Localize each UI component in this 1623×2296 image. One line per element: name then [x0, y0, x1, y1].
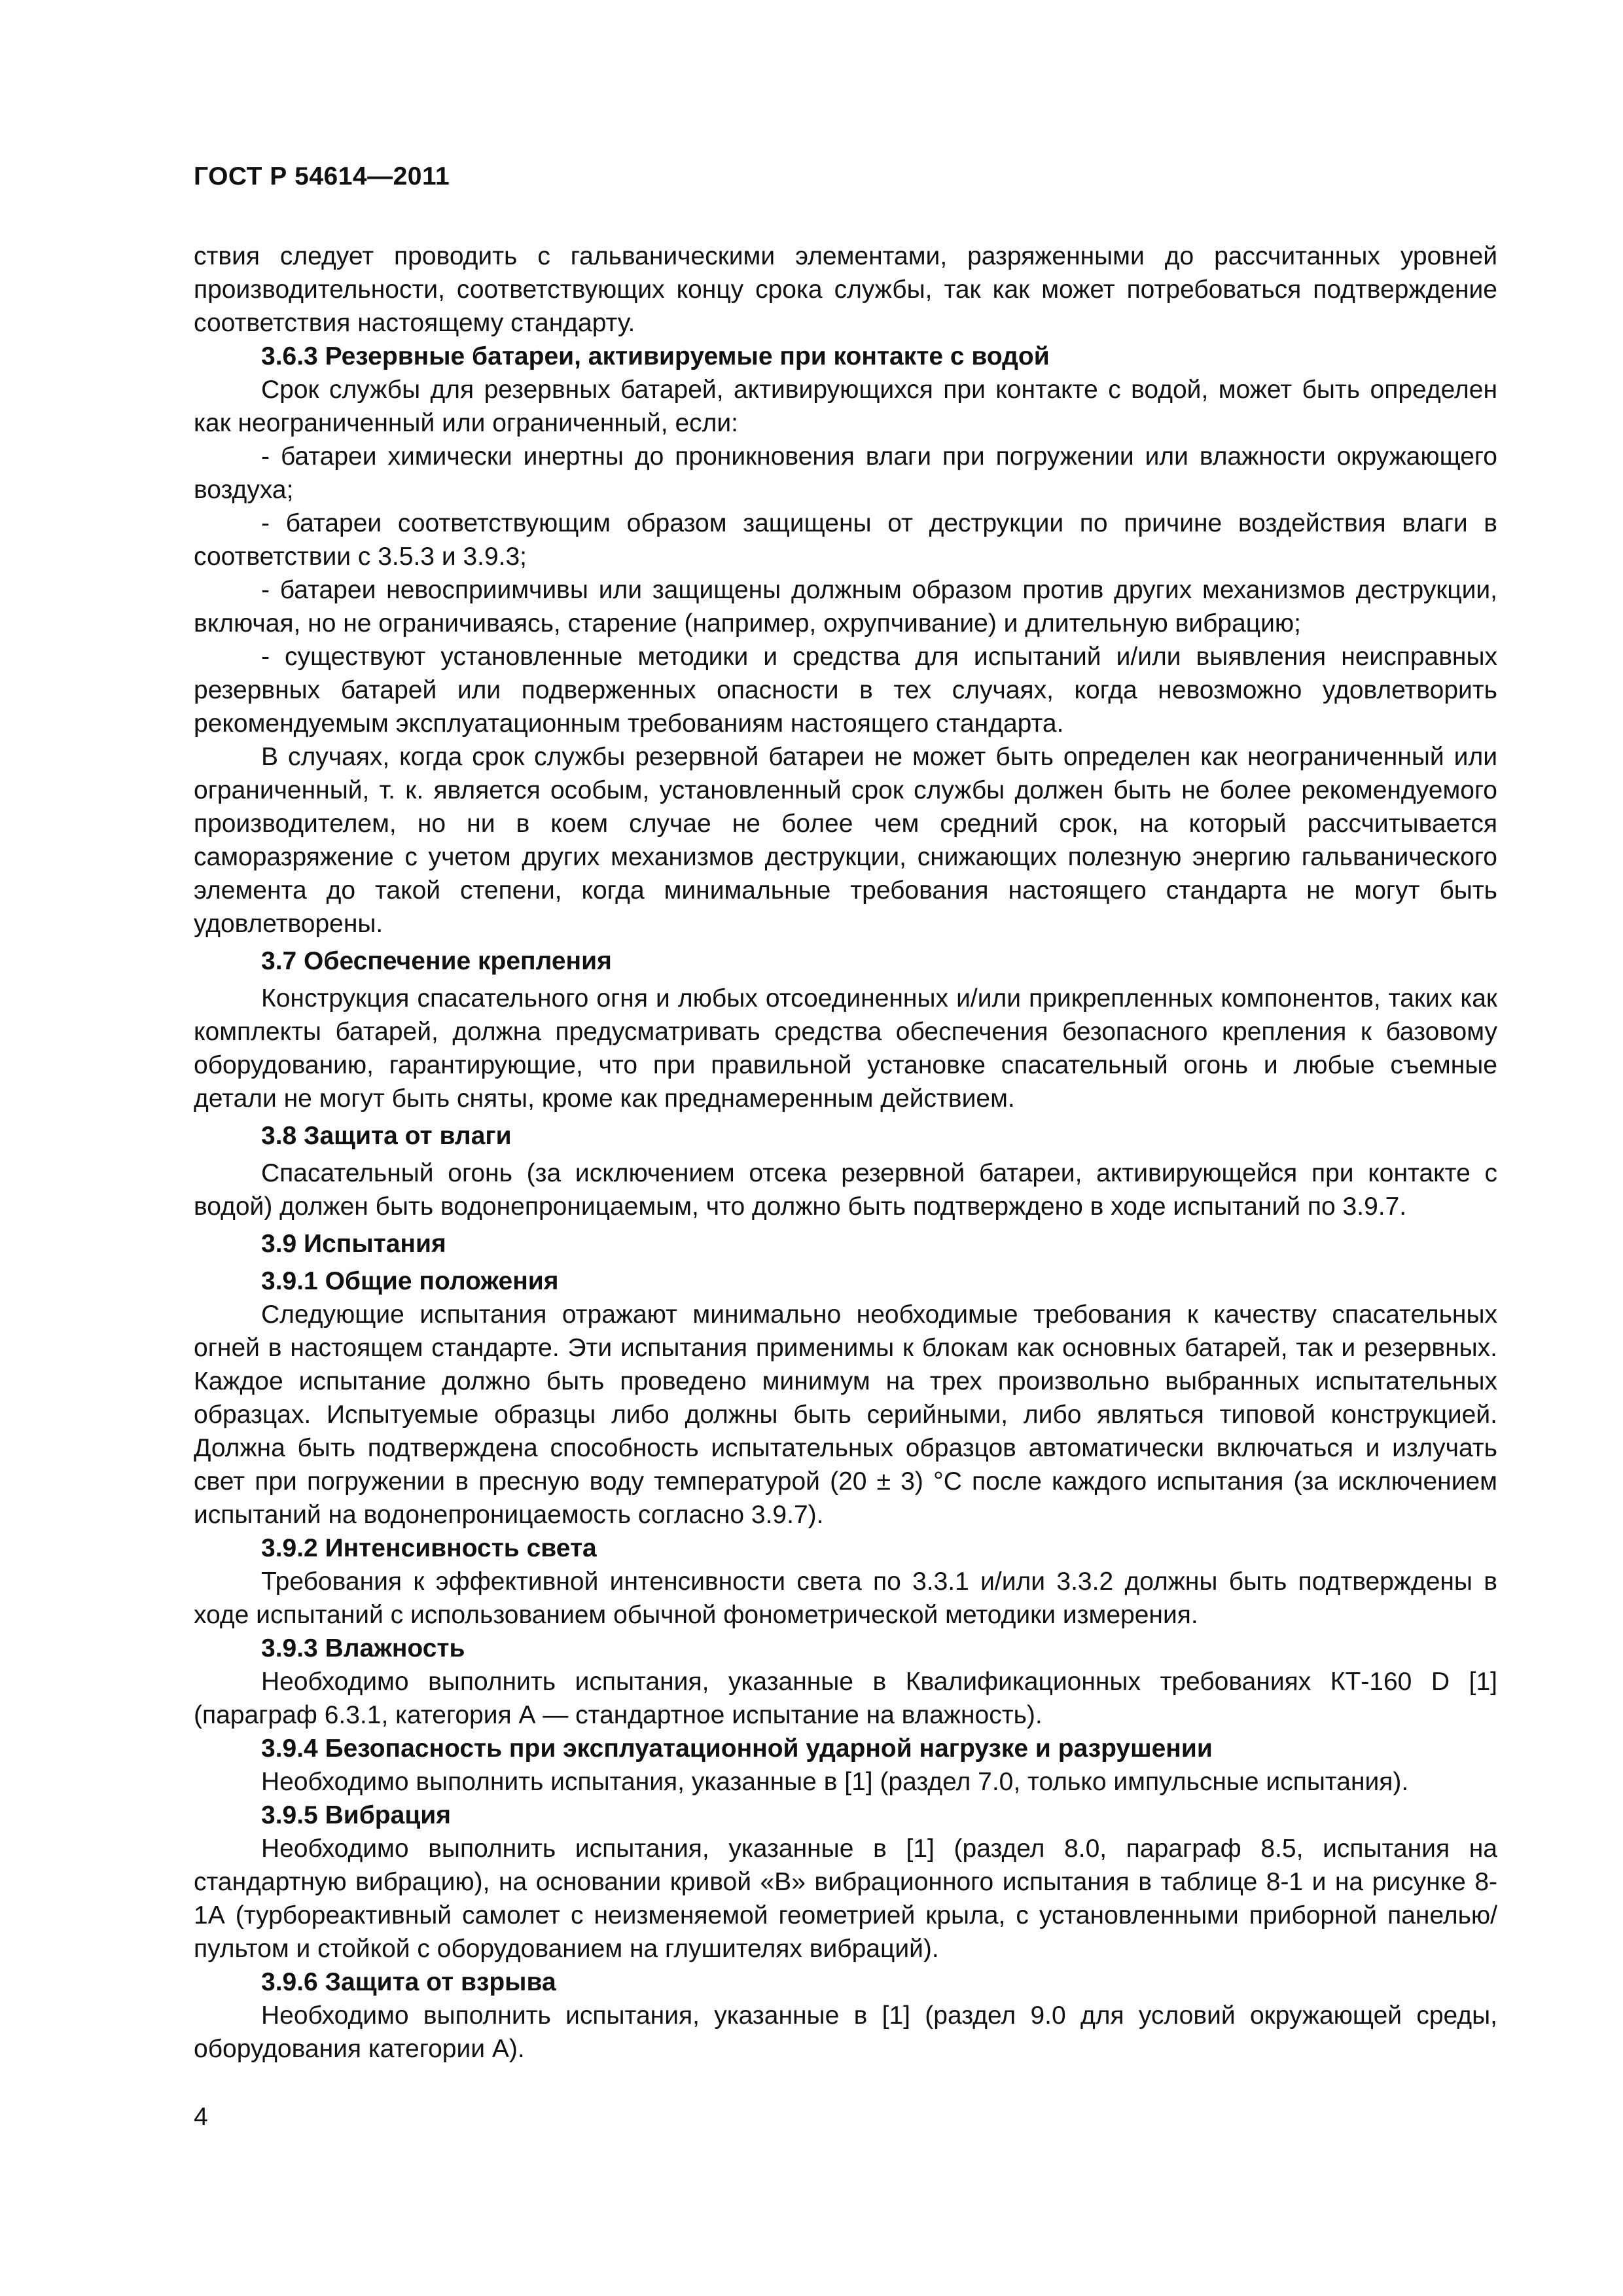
paragraph-3-8: Спасательный огонь (за исключением отсека резервной батареи, активирующейся при контакте с водой) должен быть водонепроницаемым, что должно быть подтверждено в ходе испытаний по 3.9.7. [194, 1159, 1497, 1221]
document-header: ГОСТ Р 54614—2011 [194, 162, 450, 190]
paragraph-3-6-3-f: В случаях, когда срок службы резервной батареи не может быть определен как неограниченный или ограниченный, т. к. является особым, установленный срок службы должен быть не более рекомендуемого производителем, но ни в коем случае не более чем средний срок, на который рассчитывается саморазряжение с учетом других механизмов деструкции, снижающих полезную энергию гальванического элемента до такой степени, когда минимальные требования настоящего стандарта не могут быть удовлетворены. [194, 743, 1497, 938]
heading-3-9-6: 3.9.6 Защита от взрыва [261, 1968, 556, 1996]
heading-3-7: 3.7 Обеспечение крепления [261, 947, 612, 975]
paragraph-3-6-3-d: - батареи невосприимчивы или защищены должным образом против других механизмов деструкции, включая, но не ограничиваясь, старение (например, охрупчивание) и длительную вибрацию; [194, 576, 1497, 637]
paragraph-3-6-3-c: - батареи соответствующим образом защищены от деструкции по причине воздействия влаги в соответствии с 3.5.3 и 3.9.3; [194, 509, 1497, 571]
heading-3-9-1: 3.9.1 Общие положения [261, 1267, 559, 1295]
document-body [194, 240, 1497, 2066]
heading-3-9-5: 3.9.5 Вибрация [261, 1801, 452, 1829]
paragraph-3-6-3-a: Срок службы для резервных батарей, активирующихся при контакте с водой, может быть определен как неограниченный или ограниченный, если: [194, 376, 1497, 437]
paragraph-3-6-3-b: - батареи химически инертны до проникновения влаги при погружении или влажности окружающего воздуха; [194, 442, 1497, 504]
paragraph-3-9-3: Необходимо выполнить испытания, указанные в Квалификационных требованиях КТ-160 D [1] (параграф 6.3.1, категория А — стандартное испытание на влажность). [194, 1668, 1497, 1729]
paragraph-3-9-1: Следующие испытания отражают минимально необходимые требования к качеству спасательных огней в настоящем стандарте. Эти испытания применимы к блокам как основных батарей, так и резервных. Каждое испытание должно быть проведено минимум на трех произвольно выбранных испытательных образцах. Испытуемые образцы либо должны быть серийными, либо являться типовой конструкцией. Должна быть подтверждена способность испытательных образцов автоматически включаться и излучать свет при погружении в пресную воду температурой (20 ± 3) °С после каждого испытания (за исключением испытаний на водонепроницаемость согласно 3.9.7). [194, 1300, 1497, 1529]
paragraph-intro: ствия следует проводить с гальваническими элементами, разряженными до рассчитанных уровней производительности, соответствующих концу срока службы, так как может потребоваться подтверждение соответствия настоящему стандарту. [194, 242, 1497, 337]
paragraph-3-7: Конструкция спасательного огня и любых отсоединенных и/или прикрепленных компонентов, таких как комплекты батарей, должна предусматривать средства обеспечения безопасного крепления к базовому оборудованию, гарантирующие, что при правильной установке спасательный огонь и любые съемные детали не могут быть сняты, кроме как преднамеренным действием. [194, 984, 1497, 1113]
heading-3-9-4: 3.9.4 Безопасность при эксплуатационной ударной нагрузке и разрушении [261, 1734, 1213, 1763]
page-number: 4 [194, 2103, 208, 2131]
paragraph-3-9-4: Необходимо выполнить испытания, указанные в [1] (раздел 7.0, только импульсные испытания). [261, 1768, 1409, 1796]
paragraph-3-9-5: Необходимо выполнить испытания, указанные в [1] (раздел 8.0, параграф 8.5, испытания на стандартную вибрацию), на основании кривой «В» вибрационного испытания в таблице 8-1 и на рисунке 8-1А (турбореактивный самолет с неизменяемой геометрией крыла, с установленными приборной панелью/пультом и стойкой с оборудованием на глушителях вибраций). [194, 1835, 1497, 1963]
paragraph-3-9-2: Требования к эффективной интенсивности света по 3.3.1 и/или 3.3.2 должны быть подтверждены в ходе испытаний с использованием обычной фонометрической методики измерения. [194, 1568, 1497, 1629]
paragraph-3-9-6: Необходимо выполнить испытания, указанные в [1] (раздел 9.0 для условий окружающей среды, оборудования категории А). [194, 2001, 1497, 2063]
heading-3-8: 3.8 Защита от влаги [261, 1122, 512, 1150]
heading-3-6-3: 3.6.3 Резервные батареи, активируемые при контакте с водой [261, 342, 1050, 370]
heading-3-9-2: 3.9.2 Интенсивность света [261, 1534, 597, 1562]
heading-3-9: 3.9 Испытания [261, 1230, 446, 1258]
heading-3-9-3: 3.9.3 Влажность [261, 1634, 465, 1662]
paragraph-3-6-3-e: - существуют установленные методики и средства для испытаний и/или выявления неисправных резервных батарей или подверженных опасности в тех случаях, когда невозможно удовлетворить рекомендуемым эксплуатационным требованиям настоящего стандарта. [194, 643, 1497, 738]
